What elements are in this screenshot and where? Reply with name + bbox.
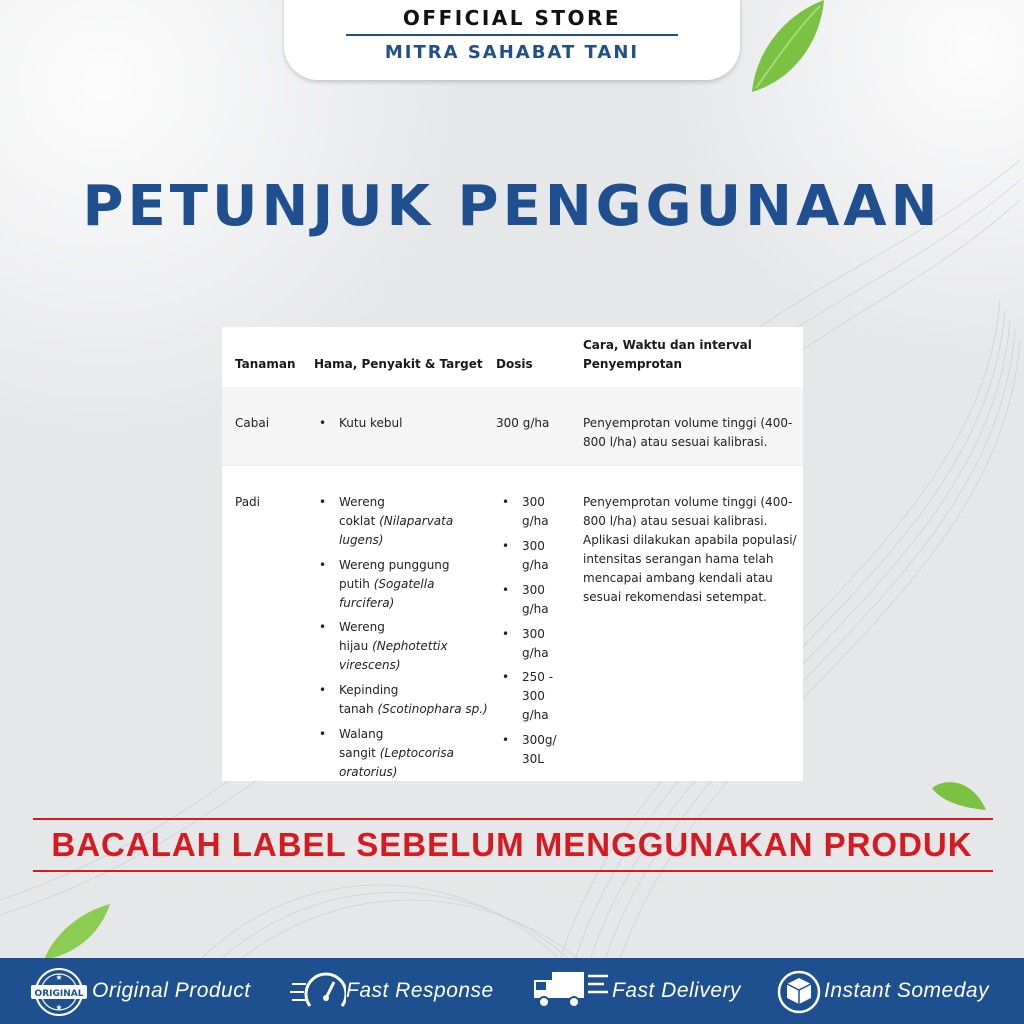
list-item: • Kepinding tanah (Scotinophara sp.) bbox=[319, 683, 488, 716]
header-divider bbox=[346, 34, 678, 36]
page-title: PETUNJUK PENGGUNAAN bbox=[82, 174, 942, 239]
cell-dosis-cabai: 300 g/ha bbox=[496, 416, 550, 430]
cell-tanaman-padi: Padi bbox=[235, 495, 261, 509]
header-hama: Hama, Penyakit & Target bbox=[314, 357, 483, 371]
list-item: • 300 g/ha bbox=[502, 539, 549, 572]
feature-original-label: Original Product bbox=[92, 979, 251, 1002]
feature-delivery-label: Fast Delivery bbox=[612, 979, 742, 1002]
original-badge-icon bbox=[30, 966, 88, 1018]
list-item: • Wereng punggung putih (Sogatella furcifera) bbox=[319, 558, 450, 610]
leaf-right-icon bbox=[930, 778, 988, 812]
official-store-label: OFFICIAL STORE bbox=[402, 6, 622, 30]
feature-bar bbox=[0, 958, 1024, 1024]
list-item: • 300 g/ha bbox=[502, 627, 549, 660]
cell-cara-padi: Penyemprotan volume tinggi (400- 800 l/ha) atau sesuai kalibrasi. Aplikasi dilakukan apabila populasi/ intensitas serangan hama telah mencapai ambang kendali atau sesuai rekomendasi setempat. bbox=[583, 495, 797, 604]
cell-cara-cabai: Penyemprotan volume tinggi (400- 800 l/ha) atau sesuai kalibrasi. bbox=[583, 416, 793, 449]
package-box-icon bbox=[776, 966, 822, 1018]
warning-top-rule bbox=[33, 818, 993, 820]
svg-text:★: ★ bbox=[55, 973, 63, 982]
leaf-top-right-icon bbox=[746, 0, 826, 96]
warning-text: BACALAH LABEL SEBELUM MENGGUNAKAN PRODUK bbox=[51, 826, 973, 863]
usage-table: Tanaman Hama, Penyakit & Target Dosis Cara, Waktu dan interval Penyemprotan Cabai • Kutu kebul 300 g/ha Penyemprotan volume tinggi (400- 800 l/ha) atau sesuai kalibrasi. Padi • Wereng coklat (Nilaparvata lugens) • Wereng punggung putih (Sogatella furcifera) • Wereng hijau (Nephotettix virescens) • Kepinding tanah (Scotinophara sp.) • Walang sangit (Leptocorisa oratorius) • 300 g/ha • 300 g/ha • 300 g/ha • 300 g/ha • 250 - 300 g/ha • 300g/ 30L Penyemprotan volume tinggi (400- 800 l/ha) atau sesuai kalibrasi. Aplikasi dilakukan apabila populasi/ intensitas serangan hama telah mencapai ambang kendali atau sesuai rekomendasi setempat. bbox=[222, 327, 803, 781]
leaf-bottom-left-icon bbox=[40, 900, 112, 960]
svg-text:★: ★ bbox=[55, 1003, 63, 1012]
delivery-truck-icon bbox=[532, 966, 610, 1018]
speedometer-icon bbox=[290, 966, 346, 1018]
svg-text:ORIGINAL: ORIGINAL bbox=[34, 989, 84, 999]
header-cara: Cara, Waktu dan interval Penyemprotan bbox=[583, 338, 752, 371]
warning-bottom-rule bbox=[33, 870, 993, 872]
list-item: • 300 g/ha bbox=[502, 495, 549, 528]
list-item: • 300 g/ha bbox=[502, 583, 549, 616]
feature-instant-label: Instant Someday bbox=[824, 979, 990, 1002]
feature-fast-response-label: Fast Response bbox=[346, 979, 494, 1002]
list-item: • Wereng coklat (Nilaparvata lugens) bbox=[319, 495, 454, 547]
list-item: • Walang sangit (Leptocorisa oratorius) bbox=[319, 727, 454, 779]
cell-tanaman-cabai: Cabai bbox=[235, 416, 270, 430]
store-header bbox=[284, 0, 740, 80]
list-item: • 250 - 300 g/ha bbox=[502, 670, 554, 722]
feature-delivery bbox=[532, 958, 762, 1024]
store-name: MITRA SAHABAT TANI bbox=[384, 42, 640, 63]
feature-original bbox=[26, 958, 266, 1024]
list-item: • Wereng hijau (Nephotettix virescens) bbox=[319, 620, 448, 672]
header-tanaman: Tanaman bbox=[235, 357, 296, 371]
list-item: • 300g/ 30L bbox=[502, 733, 557, 766]
feature-fast-response bbox=[290, 958, 510, 1024]
feature-instant bbox=[776, 958, 1016, 1024]
header-dosis: Dosis bbox=[496, 357, 533, 371]
